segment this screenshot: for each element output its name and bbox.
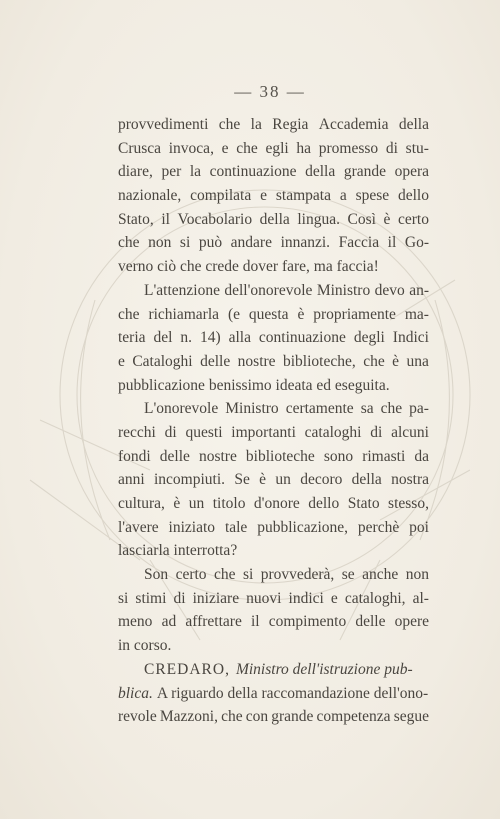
speech-text: A riguardo della raccomandazione dell'ono- [156, 684, 429, 702]
text-line: cultura, è un titolo d'onore dello Stato stesso, [118, 495, 429, 512]
text-line: diare, per la continuazione della grande opera [118, 163, 429, 181]
text-line: provvedimenti che la Regia Accademia della [118, 116, 429, 133]
text-line: fondi delle nostre biblioteche sono rimasti da [118, 447, 429, 465]
text-line: in corso. [118, 637, 172, 655]
speech-line: revole Mazzoni, che con grande competenza segue [118, 708, 429, 726]
text-line: verno ciò che crede dover fare, ma faccia! [118, 258, 379, 276]
text-line: che non si può andare innanzi. Faccia il Go- [118, 234, 429, 252]
body-text [118, 113, 429, 729]
text-line: pubblicazione benissimo ideata ed eseguita. [118, 376, 390, 394]
speech-line [118, 682, 429, 706]
text-line: nazionale, compilata e stampata a spese dello [118, 187, 429, 205]
text-line: che richiamarla (e questa è propriamente ma- [118, 305, 429, 323]
text-line: lasciarla interrotta? [118, 542, 238, 560]
text-line: L'onorevole Ministro certamente sa che pa- [144, 400, 429, 418]
text-line: si stimi di iniziare nuovi indici e cataloghi, al- [118, 589, 429, 607]
speaker-name: CREDARO, [144, 660, 230, 678]
speaker-line [118, 658, 429, 682]
text-line: Stato, il Vocabolario della lingua. Così è certo [118, 210, 429, 228]
text-line: Crusca invoca, e che egli ha promesso di stu- [118, 139, 429, 157]
text-line: Son certo che si provvederà, se anche non [144, 566, 429, 584]
text-line: e Cataloghi delle nostre biblioteche, che è una [118, 352, 429, 370]
text-line: teria del n. 14) alla continuazione degli Indici [118, 329, 429, 347]
text-line: recchi di questi importanti cataloghi di alcuni [118, 423, 429, 441]
text-line: anni incompiuti. Se è un decoro della nostra [118, 471, 429, 489]
text-line: l'avere iniziato tale pubblicazione, perchè poi [118, 518, 429, 536]
page-number: — 38 — [234, 82, 306, 101]
text-line: meno ad affrettare il compimento delle opere [118, 613, 429, 631]
text-line: L'attenzione dell'onorevole Ministro devo an- [144, 281, 429, 299]
speaker-role: Ministro dell'istruzione pub- [235, 660, 413, 678]
speaker-role-continued: blica. [118, 684, 153, 702]
